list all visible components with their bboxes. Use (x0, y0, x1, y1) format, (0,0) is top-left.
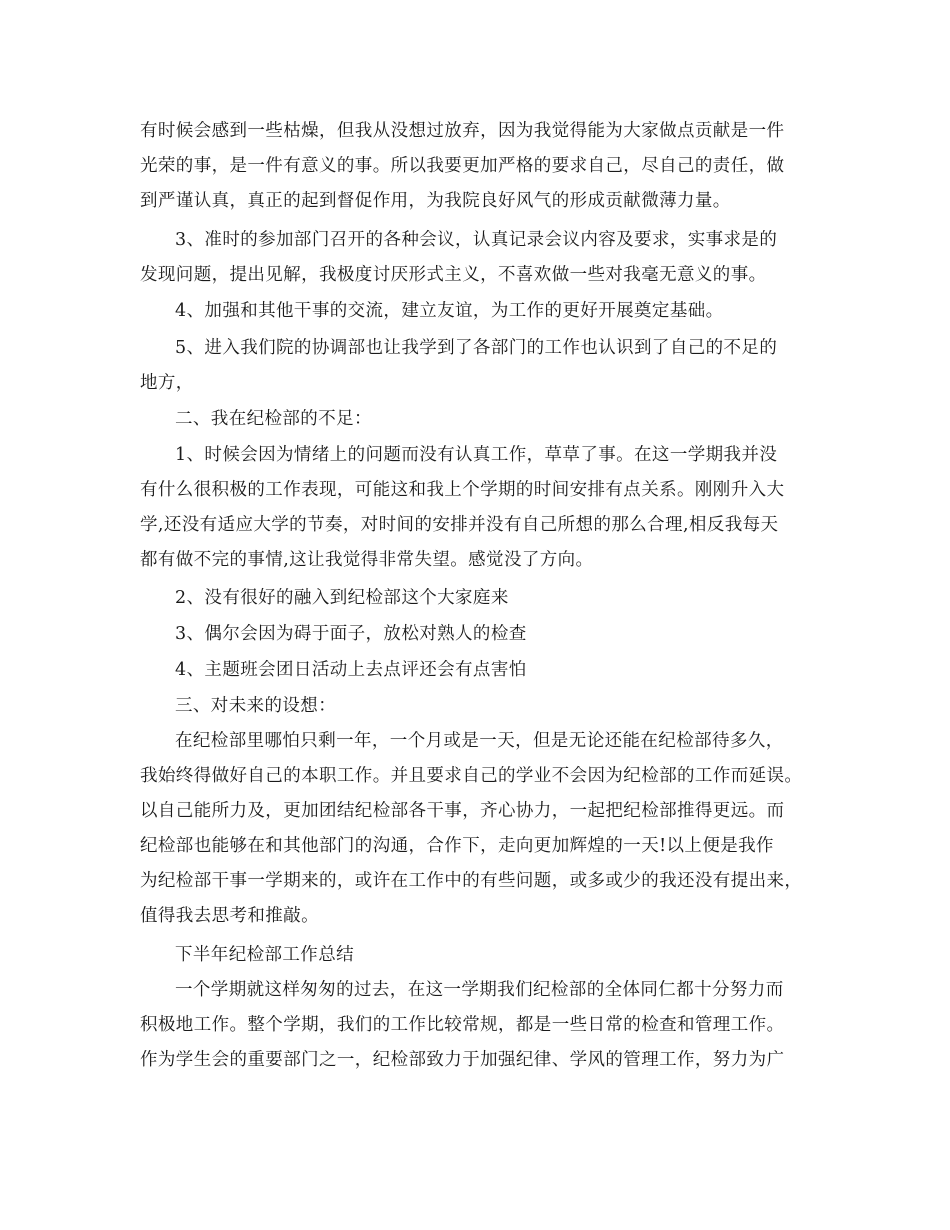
text-line: 5、进入我们院的协调部也让我学到了各部门的工作也认识到了自己的不足的 (175, 338, 778, 358)
text-line: 到严谨认真，真正的起到督促作用，为我院良好风气的形成贡献微薄力量。 (140, 191, 731, 211)
text-line: 以自己能所力及，更加团结纪检部各干事，齐心协力，一起把纪检部推得更远。而 (140, 801, 785, 821)
text-line: 为纪检部干事一学期来的，或许在工作中的有些问题，或多或少的我还没有提出来， (140, 871, 803, 891)
text-line: 在纪检部里哪怕只剩一年，一个月或是一天，但是无论还能在纪检部待多久， (175, 731, 784, 751)
text-line: 都有做不完的事情,这让我觉得非常失望。感觉没了方向。 (140, 550, 594, 570)
text-line: 3、准时的参加部门召开的各种会议，认真记录会议内容及要求，实事求是的 (175, 230, 778, 250)
text-line: 学,还没有适应大学的节奏，对时间的安排并没有自己所想的那么合理,相反我每天 (140, 515, 779, 535)
text-line: 一个学期就这样匆匆的过去，在这一学期我们纪检部的全体同仁都十分努力而 (175, 980, 784, 1000)
text-line: 积极地工作。整个学期，我们的工作比较常规，都是一些日常的检查和管理工作。 (140, 1015, 785, 1035)
text-line: 4、主题班会团日活动上去点评还会有点害怕 (175, 660, 527, 680)
text-line: 我始终得做好自己的本职工作。并且要求自己的学业不会因为纪检部的工作而延误。 (140, 766, 803, 786)
text-line: 有什么很积极的工作表现，可能这和我上个学期的时间安排有点关系。刚刚升入大 (140, 480, 785, 500)
text-line: 3、偶尔会因为碍于面子，放松对熟人的检查 (175, 624, 527, 644)
text-line: 4、加强和其他干事的交流，建立友谊，为工作的更好开展奠定基础。 (175, 301, 724, 321)
section-heading: 三、对未来的设想： (175, 696, 337, 716)
text-line: 1、时候会因为情绪上的问题而没有认真工作，草草了事。在这一学期我并没 (175, 445, 778, 465)
text-line: 地方， (140, 373, 194, 393)
text-line: 值得我去思考和推敲。 (140, 906, 319, 926)
text-line: 纪检部也能够在和其他部门的沟通，合作下，走向更加辉煌的一天!以上便是我作 (140, 836, 774, 856)
text-line: 作为学生会的重要部门之一，纪检部致力于加强纪律、学风的管理工作，努力为广 (140, 1050, 785, 1070)
section-heading: 下半年纪检部工作总结 (175, 945, 354, 965)
text-line: 光荣的事，是一件有意义的事。所以我要更加严格的要求自己，尽自己的责任，做 (140, 156, 785, 176)
text-line: 发现问题，提出见解，我极度讨厌形式主义，不喜欢做一些对我毫无意义的事。 (140, 265, 767, 285)
text-line: 有时候会感到一些枯燥，但我从没想过放弃，因为我觉得能为大家做点贡献是一件 (140, 121, 785, 141)
section-heading: 二、我在纪检部的不足： (175, 409, 372, 429)
text-line: 2、没有很好的融入到纪检部这个大家庭来 (175, 588, 509, 608)
